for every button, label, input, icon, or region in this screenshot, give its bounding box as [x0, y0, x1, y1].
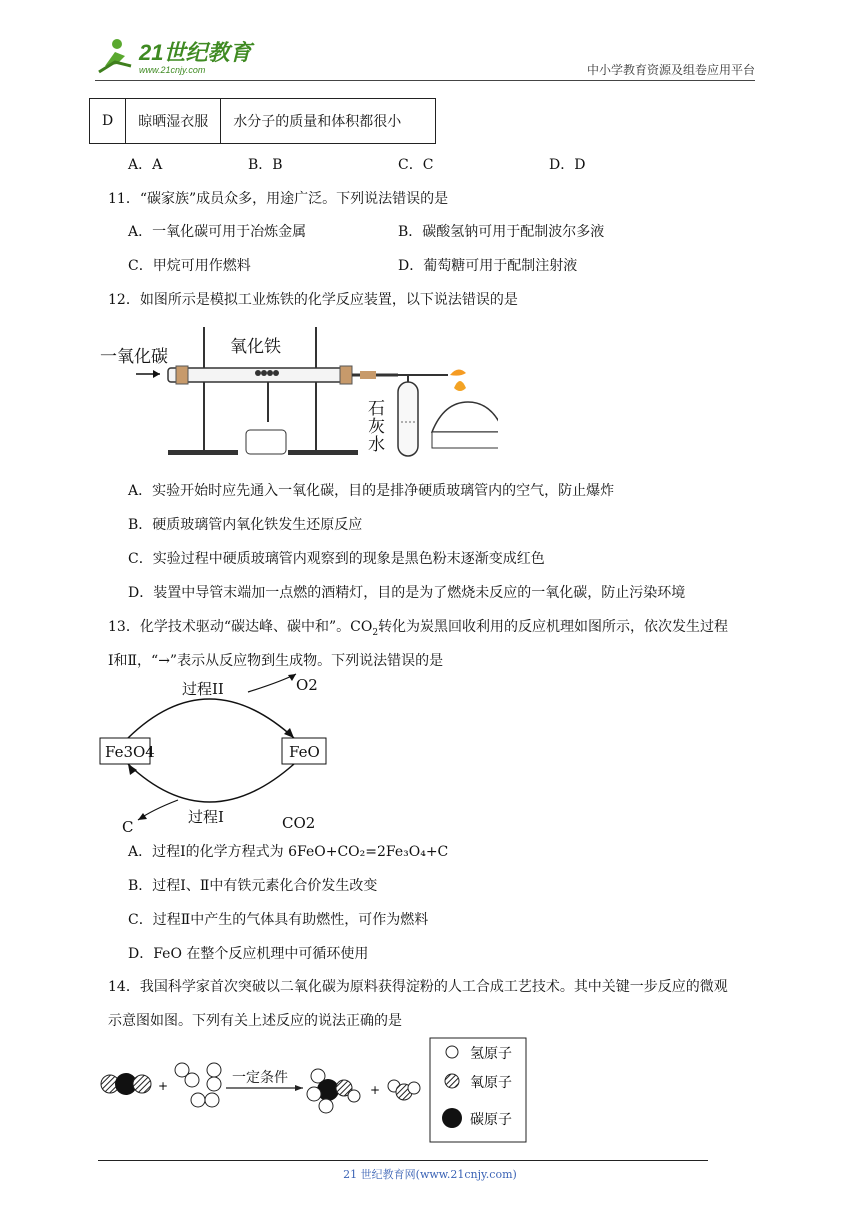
- legend-carbon: 碳原子: [470, 1112, 512, 1128]
- q14-stem-line1: 14．我国科学家首次突破以二氧化碳为原料获得淀粉的人工合成工艺技术。其中关键一步反应的微观: [108, 979, 728, 995]
- choice-d[interactable]: D．D: [549, 157, 586, 173]
- q13-stem-line1: 13．化学技术驱动“碳达峰、碳中和”。$CO_2$转化为炭黑回收利用的反应机理如图所示，依次发生过程: [108, 619, 729, 638]
- q11-stem: 11．“碳家族”成员众多，用途广泛。下列说法错误的是: [108, 191, 449, 207]
- q13-option-b[interactable]: B．过程Ⅰ、Ⅱ中有铁元素化合价发生改变: [128, 878, 378, 894]
- q13-stem-line2: Ⅰ和Ⅱ，“→”表示从反应物到生成物。下列说法错误的是: [108, 653, 444, 669]
- fe3o4-label: Fe3O4: [105, 743, 155, 761]
- table-cell-item: 晾晒湿衣服: [126, 99, 221, 144]
- table-row: [90, 99, 436, 144]
- feo-label: FeO: [289, 743, 320, 761]
- q12-stem: 12．如图所示是模拟工业炼铁的化学反应装置，以下说法错误的是: [108, 292, 518, 308]
- q12-option-d[interactable]: D．装置中导管末端加一点燃的酒精灯，目的是为了燃烧未反应的一氧化碳，防止污染环境: [128, 585, 686, 601]
- co2-label: CO2: [282, 814, 316, 832]
- process-1-label: 过程I: [188, 808, 224, 826]
- o2-label: O2: [296, 676, 318, 694]
- footer-divider: [98, 1160, 708, 1161]
- q14-stem-line2: 示意图如图。下列有关上述反应的说法正确的是: [108, 1013, 402, 1029]
- q13-option-a[interactable]: A．过程Ⅰ的化学方程式为 6FeO+CO₂=2Fe₃O₄+C: [128, 844, 449, 860]
- choice-a[interactable]: A．A: [128, 157, 163, 173]
- q13-option-d[interactable]: D．FeO 在整个反应机理中可循环使用: [128, 946, 369, 962]
- lime-water-label-3: 水: [368, 435, 385, 455]
- q12-option-b[interactable]: B．硬质玻璃管内氧化铁发生还原反应: [128, 517, 363, 533]
- lime-water-label-2: 灰: [368, 417, 385, 437]
- footer-text: 21 世纪教育网(www.21cnjy.com): [343, 1168, 517, 1181]
- q11-option-c[interactable]: C．甲烷可用作燃料: [128, 258, 251, 274]
- header-divider: [95, 80, 755, 81]
- table-cell-label: D: [90, 99, 126, 144]
- header-platform-text: 中小学教育资源及组卷应用平台: [586, 63, 755, 77]
- logo-url: www.21cnjy.com: [139, 65, 206, 75]
- process-2-label: 过程II: [182, 680, 224, 698]
- carbon-label: C: [122, 818, 134, 834]
- q11-option-a[interactable]: A．一氧化碳可用于冶炼金属: [128, 224, 307, 240]
- q12-option-c[interactable]: C．实验过程中硬质玻璃管内观察到的现象是黑色粉末逐渐变成红色: [128, 551, 545, 567]
- legend-hydrogen: 氢原子: [470, 1046, 512, 1062]
- site-logo: [95, 36, 265, 76]
- lime-water-label-1: 石: [368, 399, 385, 419]
- condition-label: 一定条件: [232, 1070, 288, 1086]
- legend-oxygen: 氧原子: [470, 1075, 512, 1091]
- q13-option-c[interactable]: C．过程Ⅱ中产生的气体具有助燃性，可作为燃料: [128, 912, 429, 928]
- plus-sign-2: +: [370, 1083, 381, 1097]
- q12-option-a[interactable]: A．实验开始时应先通入一氧化碳，目的是排净硬质玻璃管内的空气，防止爆炸: [128, 483, 615, 499]
- q11-option-d[interactable]: D．葡萄糖可用于配制注射液: [398, 258, 578, 274]
- table-cell-explanation: 水分子的质量和体积都很小: [221, 99, 436, 144]
- q11-option-b[interactable]: B．碳酸氢钠可用于配制波尔多液: [398, 224, 605, 240]
- molecular-reaction-figure: [98, 1036, 538, 1146]
- iron-smelting-apparatus-figure: [98, 322, 498, 467]
- iron-oxide-label: 氧化铁: [230, 337, 281, 357]
- choice-c[interactable]: C．C: [398, 157, 434, 173]
- choice-b[interactable]: B．B: [248, 157, 283, 173]
- plus-sign-1: +: [158, 1079, 169, 1093]
- option-table: [89, 98, 436, 144]
- co2-cycle-figure: [98, 672, 338, 834]
- co-label: 一氧化碳: [100, 347, 168, 367]
- logo-text: 21世纪教育: [139, 40, 252, 65]
